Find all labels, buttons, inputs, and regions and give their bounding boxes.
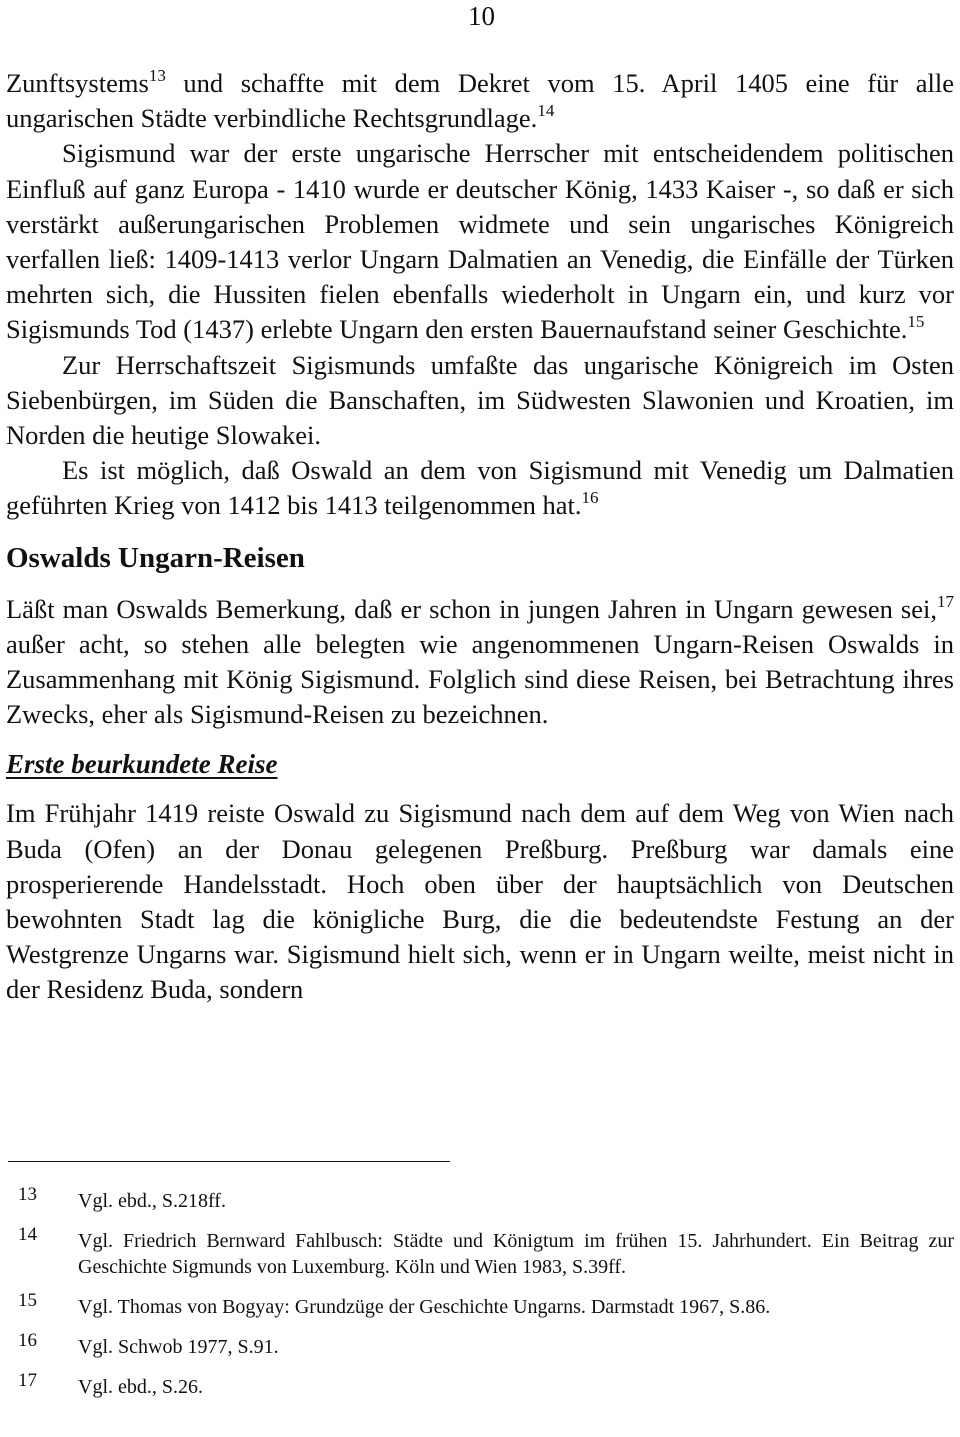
paragraph [6, 453, 954, 523]
footnote-ref: 17 [937, 591, 954, 611]
paragraph-text: Zunftsystems [6, 68, 149, 98]
footnotes [6, 1184, 954, 1414]
document-page [6, 0, 954, 1437]
paragraph-text: und schaffte mit dem Dekret vom 15. April 1405 eine für alle ungarischen Städte verbindliche Rechtsgrundlage. [6, 68, 954, 134]
footnote [6, 1330, 954, 1360]
footnote-ref: 13 [148, 66, 166, 85]
footnote-text: Vgl. ebd., S.218ff. [78, 1190, 226, 1212]
paragraph-text: außer acht, so stehen alle belegten wie angenommenen Ungarn-Reisen Oswalds in Zusammenhang mit König Sigismund. Folglich sind diese Reisen, bei Betrachtung ihres Zwecks, eher als Sigismund-Reisen zu bezeichnen. [6, 628, 954, 730]
paragraph [6, 592, 954, 733]
footnote-text: Vgl. Friedrich Bernward Fahlbusch: Städte und Königtum im frühen 15. Jahrhundert. Ein Beitrag zur Geschichte Sigmunds von Luxemburg. Köln und Wien 1983, S.39ff. [78, 1230, 954, 1278]
footnote-number: 14 [18, 1224, 37, 1245]
footnote [6, 1184, 954, 1214]
footnote-number: 13 [18, 1184, 37, 1205]
paragraph-text: Zur Herrschaftszeit Sigismunds umfaßte das ungarische Königreich im Osten Siebenbürgen, im Süden die Banschaften, im Südwesten Slawonien und Kroatien, im Norden die heutige Slowakei. [6, 349, 954, 451]
footnote-ref: 16 [581, 488, 599, 508]
footnote-number: 17 [18, 1370, 37, 1391]
footnote [6, 1370, 954, 1400]
paragraph [6, 796, 954, 1007]
footnote-text: Vgl. Thomas von Bogyay: Grundzüge der Geschichte Ungarns. Darmstadt 1967, S.86. [78, 1296, 771, 1318]
footnote-number: 16 [18, 1330, 37, 1351]
footnote-ref: 15 [907, 312, 925, 332]
subsection-heading: Erste beurkundete Reise [6, 749, 278, 780]
body-text [6, 66, 954, 1008]
footnote [6, 1290, 954, 1320]
section-heading: Oswalds Ungarn-Reisen [6, 541, 305, 574]
page-number: 10 [468, 1, 495, 31]
footnote [6, 1224, 954, 1280]
footnote-number: 15 [18, 1290, 37, 1311]
footnote-divider [8, 1161, 450, 1162]
paragraph-text: Im Frühjahr 1419 reiste Oswald zu Sigismund nach dem auf dem Weg von Wien nach Buda (Ofen) an der Donau gelegenen Preßburg. Preßburg war damals eine prosperierende Handelsstadt. Hoch oben über der hauptsächlich von Deutschen bewohnten Stadt lag die königliche Burg, die die bedeutendste Festung an der Westgrenze Ungarns war. Sigismund hielt sich, wenn er in Ungarn weilte, meist nicht in der Residenz Buda, sondern [6, 798, 954, 1005]
paragraph-text: Läßt man Oswalds Bemerkung, daß er schon in jungen Jahren in Ungarn gewesen sei, [6, 593, 937, 624]
paragraph [6, 136, 954, 347]
footnote-text: Vgl. ebd., S.26. [78, 1376, 203, 1398]
footnote-text: Vgl. Schwob 1977, S.91. [78, 1336, 279, 1358]
paragraph [6, 66, 954, 136]
paragraph [6, 348, 954, 454]
footnote-ref: 14 [537, 101, 555, 121]
paragraph-text: Sigismund war der erste ungarische Herrscher mit entscheidendem politischen Einfluß auf ganz Europa - 1410 wurde er deutscher König, 1433 Kaiser -, so daß er sich verstärkt außerungarischen Problemen widmete und sein ungarisches Königreich verfallen ließ: 1409-1413 verlor Ungarn Dalmatien an Venedig, die Einfälle der Türken mehrten sich, die Hussiten fielen ebenfalls wiederholt in Ungarn ein, und kurz vor Sigismunds Tod (1437) erlebte Ungarn den ersten Bauernaufstand seiner Geschichte. [6, 138, 954, 345]
paragraph-text: Es ist möglich, daß Oswald an dem von Sigismund mit Venedig um Dalmatien geführten Krieg von 1412 bis 1413 teilgenommen hat. [6, 455, 954, 521]
